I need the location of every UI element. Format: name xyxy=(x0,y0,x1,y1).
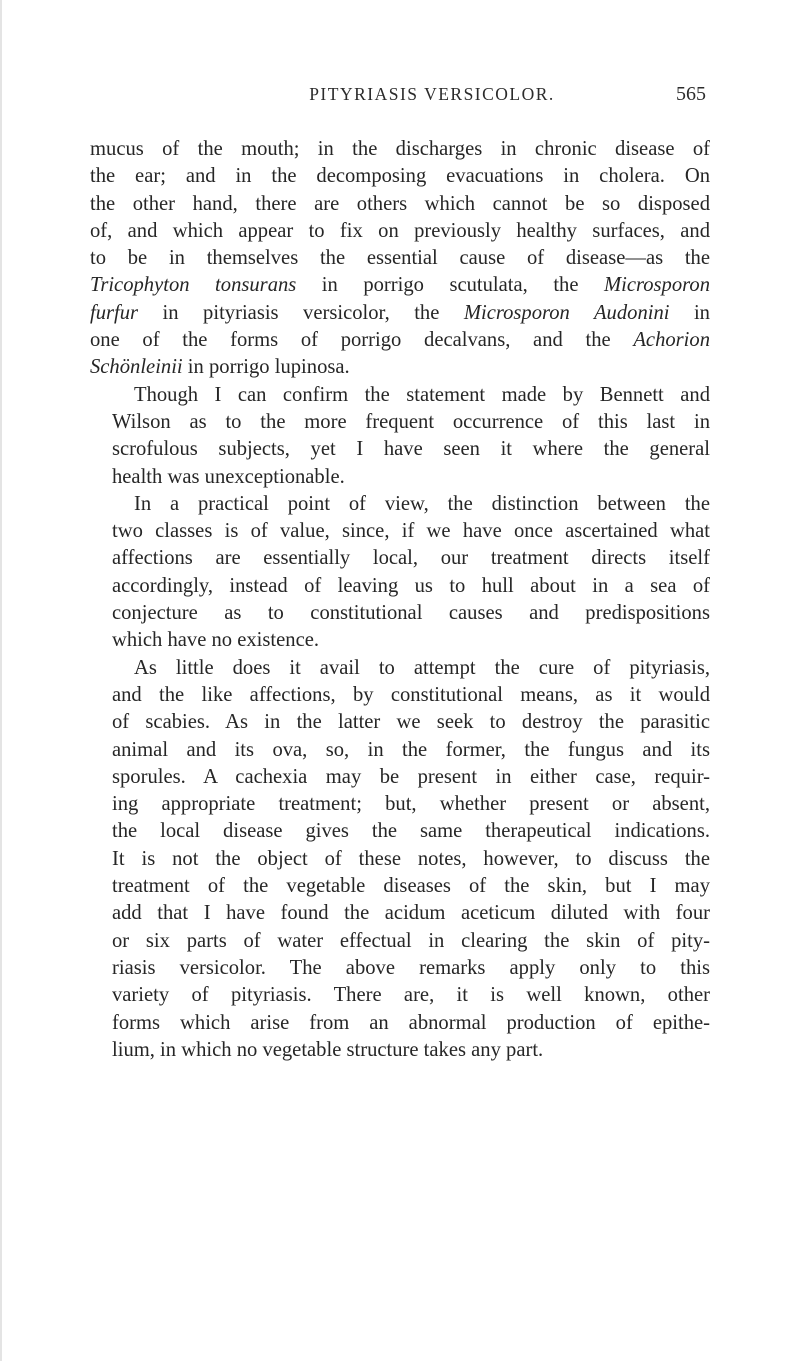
text-line: forms which arise from an abnormal production of epithe- xyxy=(112,1011,710,1034)
text-segment: one of the forms of porrigo decalvans, and the xyxy=(90,329,634,352)
text-line: scrofulous subjects, yet I have seen it where the general xyxy=(112,438,710,461)
text-line: the ear; and in the decomposing evacuations in cholera. On xyxy=(90,165,710,188)
paragraph xyxy=(90,136,710,382)
text-line: affections are essentially local, our treatment directs itself xyxy=(112,547,710,570)
text-line: It is not the object of these notes, however, to discuss the xyxy=(112,847,710,870)
text-line: Wilson as to the more frequent occurrence of this last in xyxy=(112,410,710,433)
italic-term: Achorion xyxy=(633,329,710,352)
text-line: add that I have found the acidum aceticum diluted with four xyxy=(112,902,710,925)
text-line: the local disease gives the same therapeutical indications. xyxy=(112,820,710,843)
paragraph xyxy=(90,382,710,491)
text-line: treatment of the vegetable diseases of the skin, but I may xyxy=(112,875,710,898)
text-line: to be in themselves the essential cause of disease—as the xyxy=(90,247,710,270)
text-segment: in xyxy=(669,301,710,324)
text-line: conjecture as to constitutional causes and predispositions xyxy=(112,602,710,625)
text-line: As little does it avail to attempt the cure of pityriasis, xyxy=(134,656,710,679)
text-segment: in porrigo scutulata, the xyxy=(296,274,604,297)
text-line: sporules. A cachexia may be present in either case, requir- xyxy=(112,765,710,788)
paragraph xyxy=(90,491,710,655)
text-line xyxy=(90,327,710,354)
text-line: two classes is of value, since, if we have once ascertained what xyxy=(112,520,710,543)
text-line: ing appropriate treatment; but, whether present or absent, xyxy=(112,793,710,816)
text-line: accordingly, instead of leaving us to hull about in a sea of xyxy=(112,574,710,597)
text-line: the other hand, there are others which cannot be so disposed xyxy=(90,192,710,215)
text-line xyxy=(90,354,710,381)
text-line: Though I can confirm the statement made by Bennett and xyxy=(134,383,710,406)
text-line: which have no existence. xyxy=(112,629,320,652)
text-line: riasis versicolor. The above remarks apply only to this xyxy=(112,956,710,979)
text-line: variety of pityriasis. There are, it is well known, other xyxy=(112,984,710,1007)
text-line: mucus of the mouth; in the discharges in chronic disease of xyxy=(90,138,710,160)
italic-term: furfur xyxy=(90,301,139,324)
body-text xyxy=(90,136,710,1064)
text-line: of scabies. As in the latter we seek to destroy the parasitic xyxy=(112,711,710,734)
text-line: animal and its ova, so, in the former, the fungus and its xyxy=(112,738,710,761)
italic-term: Microsporon Audonini xyxy=(463,301,670,324)
text-segment: in porrigo lupinosa. xyxy=(182,356,350,379)
italic-term: Schönleinii xyxy=(90,356,183,379)
page-number: 565 xyxy=(676,83,706,105)
text-line: lium, in which no vegetable structure takes any part. xyxy=(112,1038,544,1061)
page-edge xyxy=(0,0,2,1361)
text-segment: in pityriasis versicolor, the xyxy=(138,301,464,324)
text-line: health was unexceptionable. xyxy=(112,465,345,488)
text-line: and the like affections, by constitutional means, as it would xyxy=(112,683,710,706)
text-line: In a practical point of view, the distinction between the xyxy=(134,492,710,515)
running-head: PITYRIASIS VERSICOLOR. xyxy=(309,84,555,104)
italic-term: Tricophyton tonsurans xyxy=(90,274,297,297)
text-line: of, and which appear to fix on previously healthy surfaces, and xyxy=(90,219,710,242)
page-header xyxy=(0,76,800,106)
text-line xyxy=(90,272,710,299)
text-line xyxy=(90,300,710,327)
paragraph xyxy=(90,655,710,1064)
text-line: or six parts of water effectual in clearing the skin of pity- xyxy=(112,929,710,952)
italic-term: Microsporon xyxy=(603,274,710,297)
